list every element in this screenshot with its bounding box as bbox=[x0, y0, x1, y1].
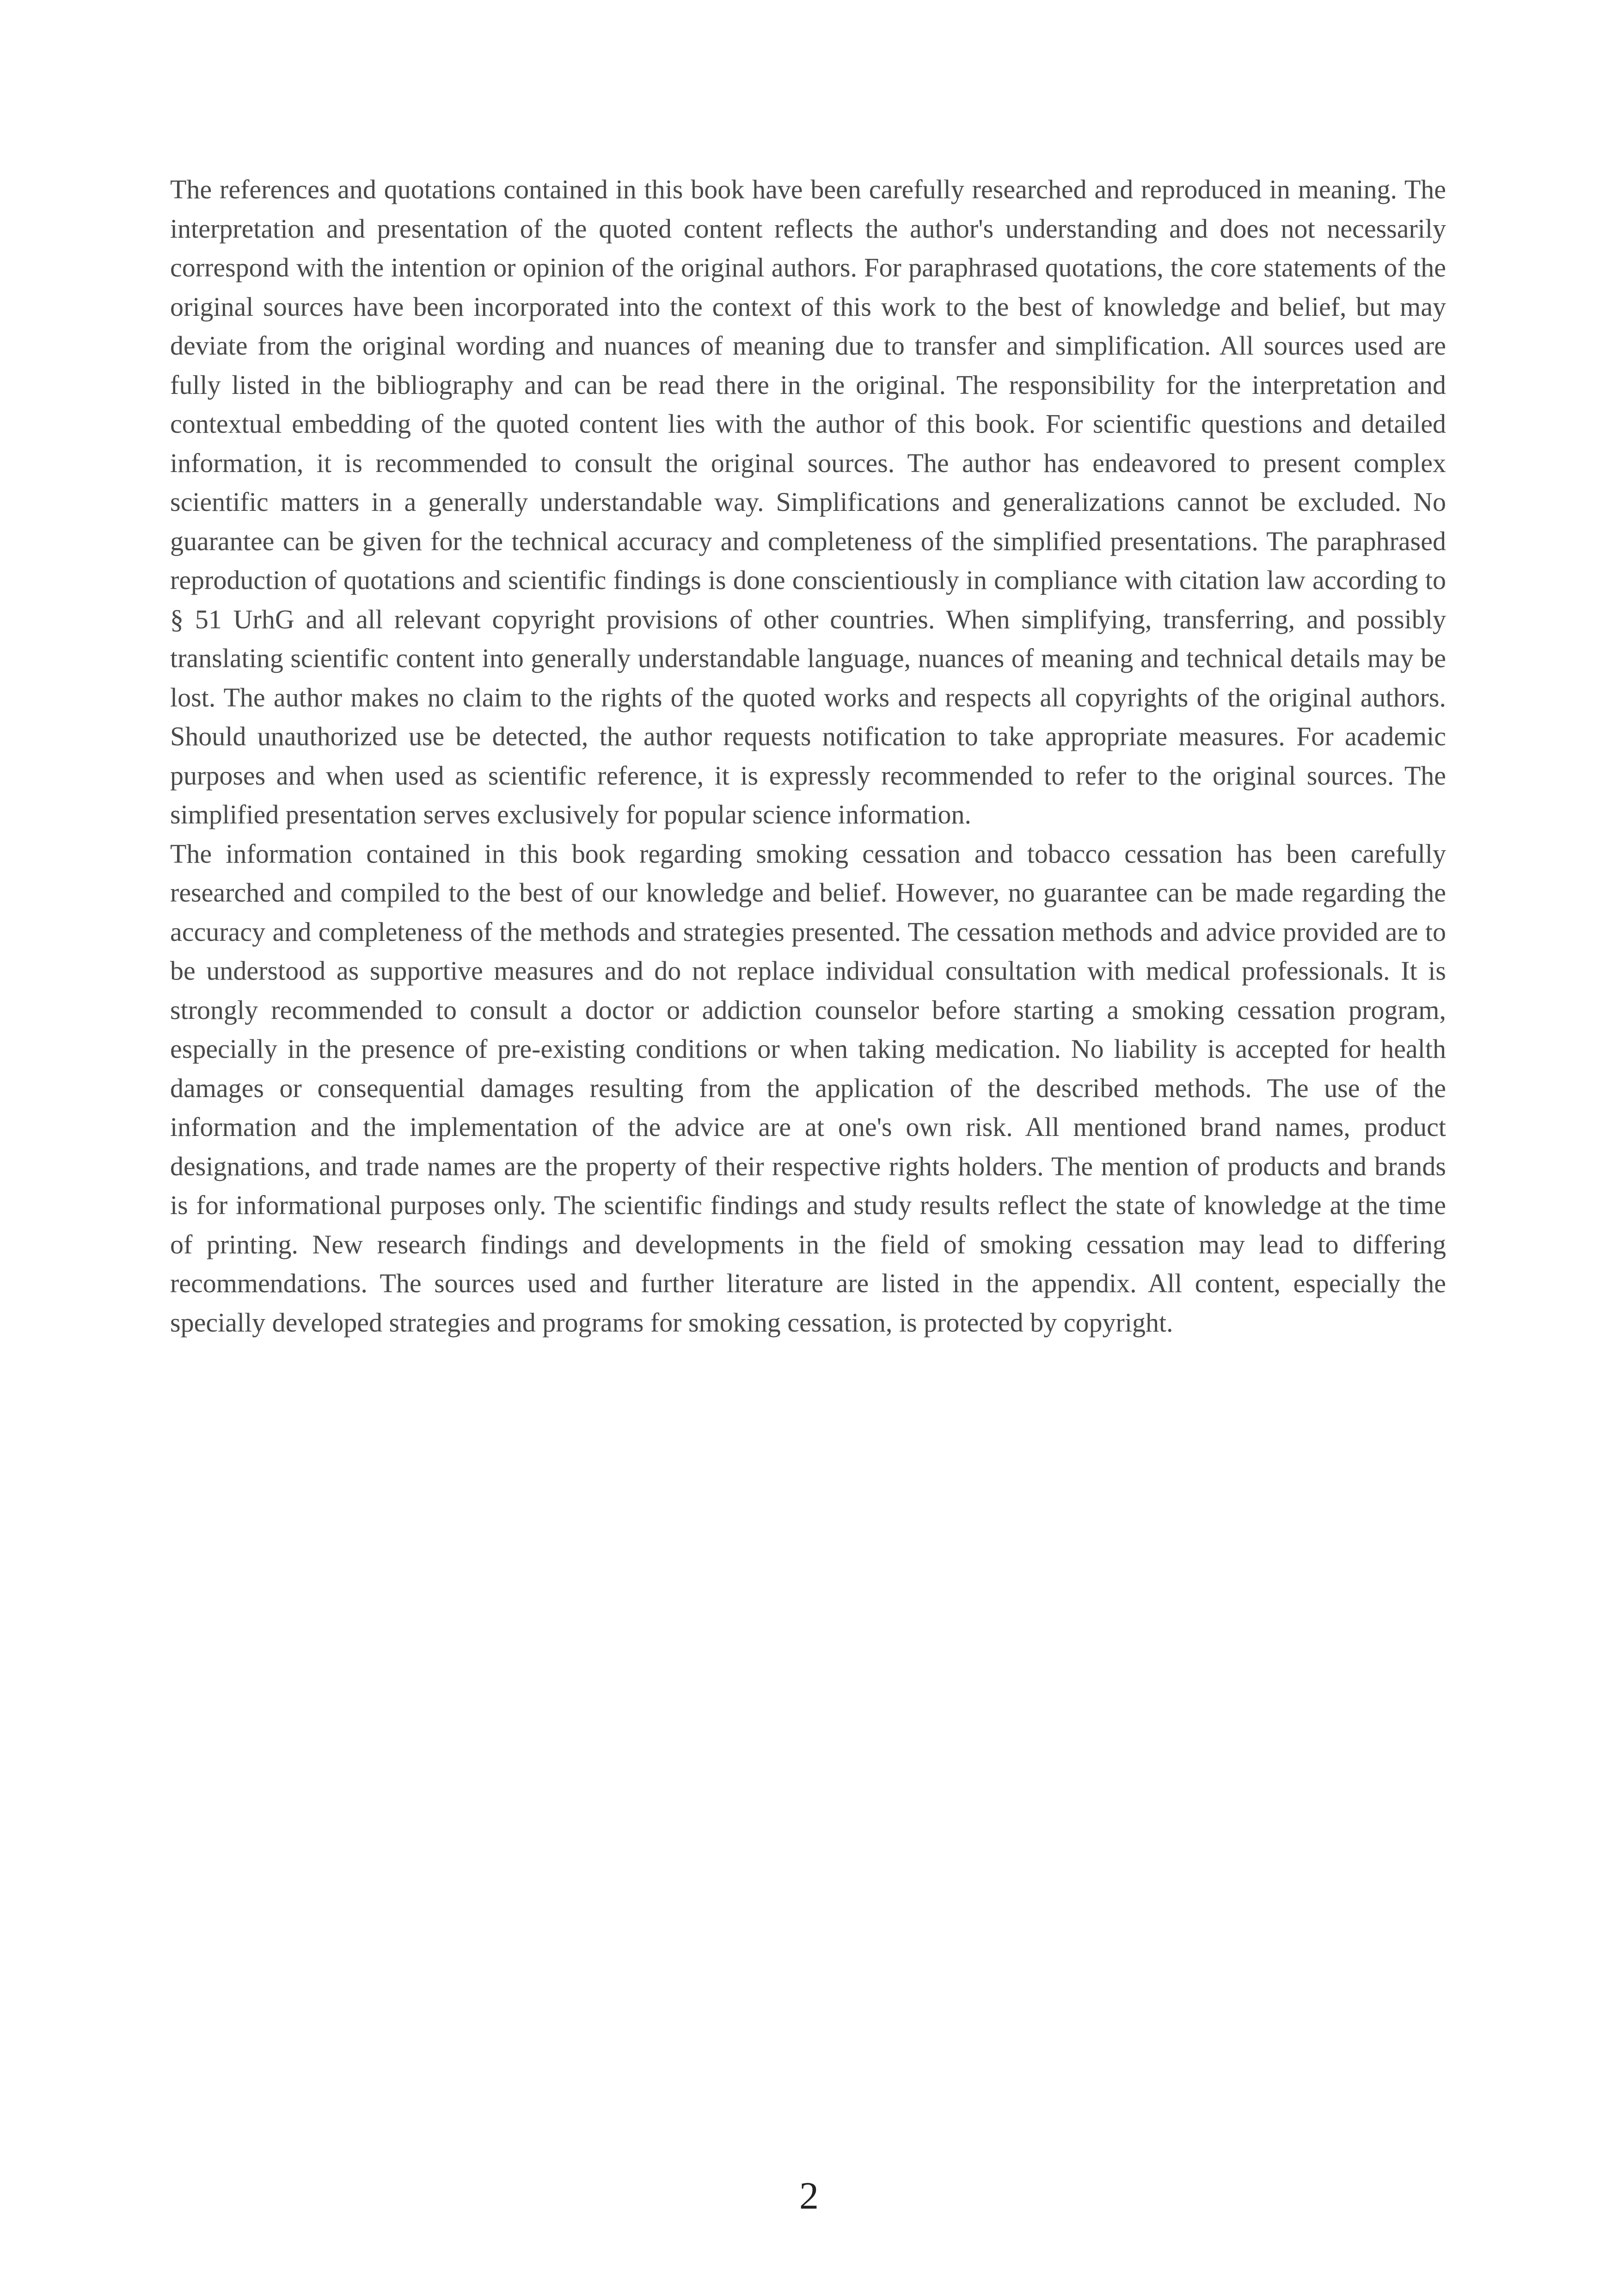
body-text bbox=[170, 170, 1446, 1342]
paragraph-health-disclaimer: The information contained in this book regarding smoking cessation and tobacco cessation has been carefully researched and compiled to the best of our knowledge and belief. However, no guarantee can be made regarding the accuracy and completeness of the methods and strategies presented. The cessation methods and advice provided are to be understood as supportive measures and do not replace individual consultation with medical professionals. It is strongly recommended to consult a doctor or addiction counselor before starting a smoking cessation program, especially in the presence of pre-existing conditions or when taking medication. No liability is accepted for health damages or consequential damages resulting from the application of the described methods. The use of the information and the implementation of the advice are at one's own risk. All mentioned brand names, product designations, and trade names are the property of their respective rights holders. The mention of products and brands is for informational purposes only. The scientific findings and study results reflect the state of knowledge at the time of printing. New research findings and developments in the field of smoking cessation may lead to differing recommendations. The sources used and further literature are listed in the appendix. All content, especially the specially developed strategies and programs for smoking cessation, is protected by copyright. bbox=[170, 838, 1446, 1338]
page-number: 2 bbox=[799, 2174, 819, 2217]
paragraph-citation-notice: The references and quotations contained in this book have been carefully researched and reproduced in meaning. The interpretation and presentation of the quoted content reflects the author's understanding and does not necessarily correspond with the intention or opinion of the original authors. For paraphrased quotations, the core statements of the original sources have been incorporated into the context of this work to the best of knowledge and belief, but may deviate from the original wording and nuances of meaning due to transfer and simplification. All sources used are fully listed in the bibliography and can be read there in the original. The responsibility for the interpretation and contextual embedding of the quoted content lies with the author of this book. For scientific questions and detailed information, it is recommended to consult the original sources. The author has endeavored to present complex scientific matters in a generally understandable way. Simplifications and generalizations cannot be excluded. No guarantee can be given for the technical accuracy and completeness of the simplified presentations. The paraphrased reproduction of quotations and scientific findings is done conscientiously in compliance with citation law according to § 51 UrhG and all relevant copyright provisions of other countries. When simplifying, transferring, and possibly translating scientific content into generally understandable language, nuances of meaning and technical details may be lost. The author makes no claim to the rights of the quoted works and respects all copyrights of the original authors. Should unauthorized use be detected, the author requests notification to take appropriate measures. For academic purposes and when used as scientific reference, it is expressly recommended to refer to the original sources. The simplified presentation serves exclusively for popular science information. bbox=[170, 174, 1446, 829]
